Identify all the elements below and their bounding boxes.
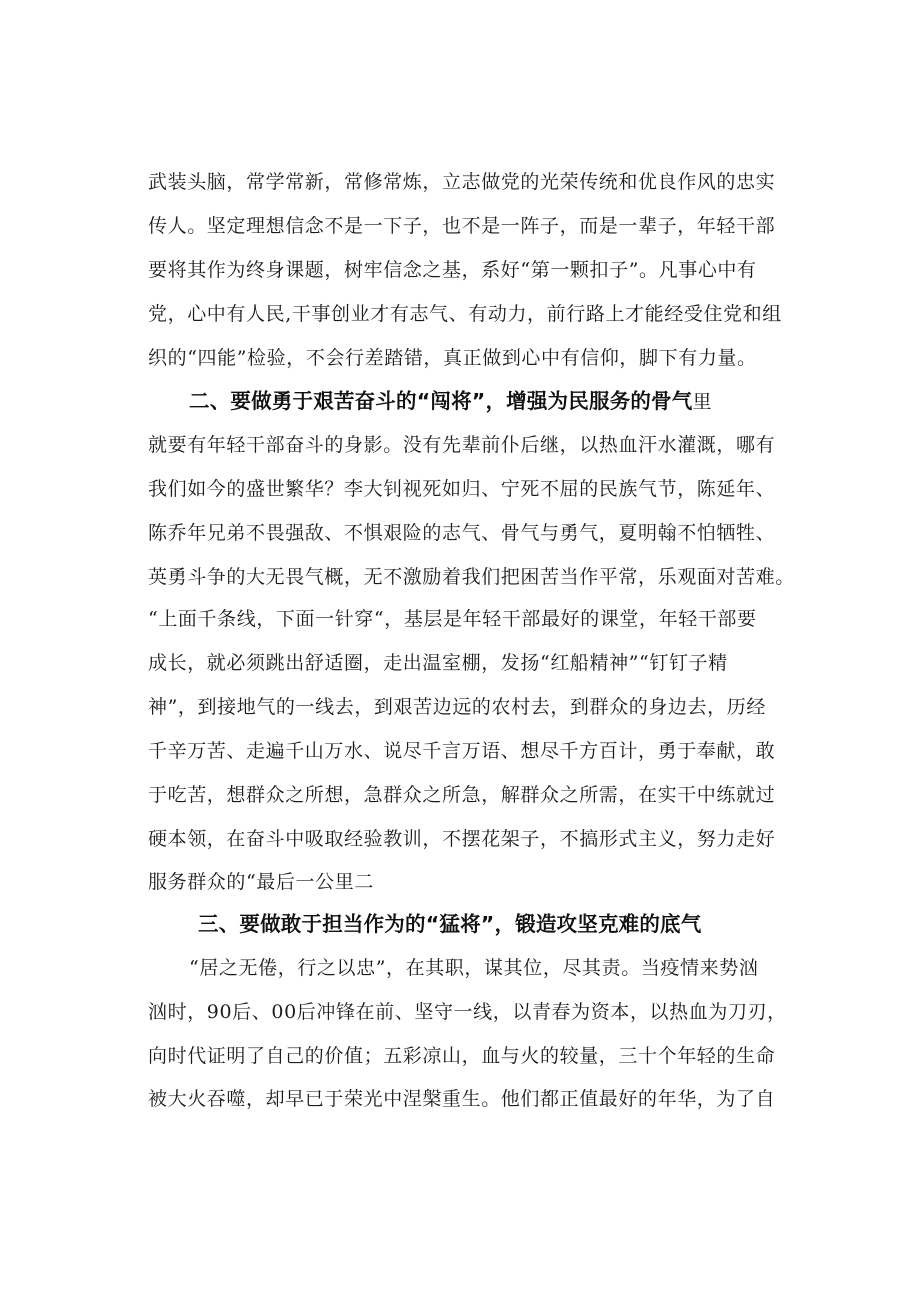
- text-line: 武装头脑，常学常新，常修常炼，立志做党的光荣传统和优良作风的忠实: [148, 171, 776, 193]
- text-line: “上面千条线，下面一针穿“，基层是年轻干部最好的课堂，年轻干部要: [148, 608, 757, 630]
- text-line: 汹时，90后、00后冲锋在前、坚守一线，以青春为资本，以热血为刀刃，: [148, 1001, 787, 1023]
- text-line: “居之无倦，行之以忠”，在其职，谋其位，尽其责。当疫情来势汹: [189, 957, 759, 979]
- section-heading-3: 三、要做敢于担当作为的“猛将”，锻造攻坚克难的底气: [198, 912, 702, 936]
- text-line: 神”，到接地气的一线去，到艰苦边远的农村去，到群众的身边去，历经: [148, 696, 766, 718]
- text-line: 要将其作为终身课题，树牢信念之基，系好“第一颗扣子”。凡事心中有: [148, 259, 757, 281]
- text-line: 英勇斗争的大无畏气概，无不激励着我们把困苦当作平常，乐观面对苦难。: [148, 566, 795, 588]
- section-heading-2: [189, 389, 819, 414]
- text-line: 千辛万苦、走遍千山万水、说尽千言万语、想尽千方百计，勇于奉献，敢: [148, 740, 776, 762]
- heading-tail-text: 里: [692, 391, 712, 413]
- text-line: 我们如今的盛世繁华？李大钊视死如归、宁死不屈的民族气节，陈延年、: [148, 478, 776, 500]
- text-line: 成长，就必须跳出舒适圈，走出温室棚，发扬“红船精神”“钉钉子精: [148, 652, 728, 674]
- text-line: 硬本领，在奋斗中吸取经验教训，不摆花架子，不搞形式主义，努力走好: [148, 828, 776, 850]
- text-line: 向时代证明了自己的价值；五彩凉山，血与火的较量，三十个年轻的生命: [148, 1045, 776, 1067]
- text-line: 党，心中有人民,干事创业才有志气、有动力，前行路上才能经受住党和组: [148, 303, 782, 325]
- text-line: 陈乔年兄弟不畏强敌、不惧艰险的志气、骨气与勇气，夏明翰不怕牺牲、: [148, 522, 776, 544]
- text-line: 就要有年轻干部奋斗的身影。没有先辈前仆后继，以热血汗水灌溉，哪有: [148, 434, 776, 456]
- text-line: 传人。坚定理想信念不是一下子，也不是一阵子，而是一辈子，年轻干部: [148, 215, 776, 237]
- text-line: 于吃苦，想群众之所想，急群众之所急，解群众之所需，在实干中练就过: [148, 784, 776, 806]
- text-line: 服务群众的“最后一公里二: [148, 871, 374, 893]
- text-line: 被大火吞噬，却早已于荣光中涅槃重生。他们都正值最好的年华，为了自: [148, 1088, 776, 1110]
- heading-text: 二、要做勇于艰苦奋斗的“闯将”，增强为民服务的骨气: [189, 389, 693, 413]
- text-line: 织的“四能”检验，不会行差踏错，真正做到心中有信仰，脚下有力量。: [148, 347, 757, 369]
